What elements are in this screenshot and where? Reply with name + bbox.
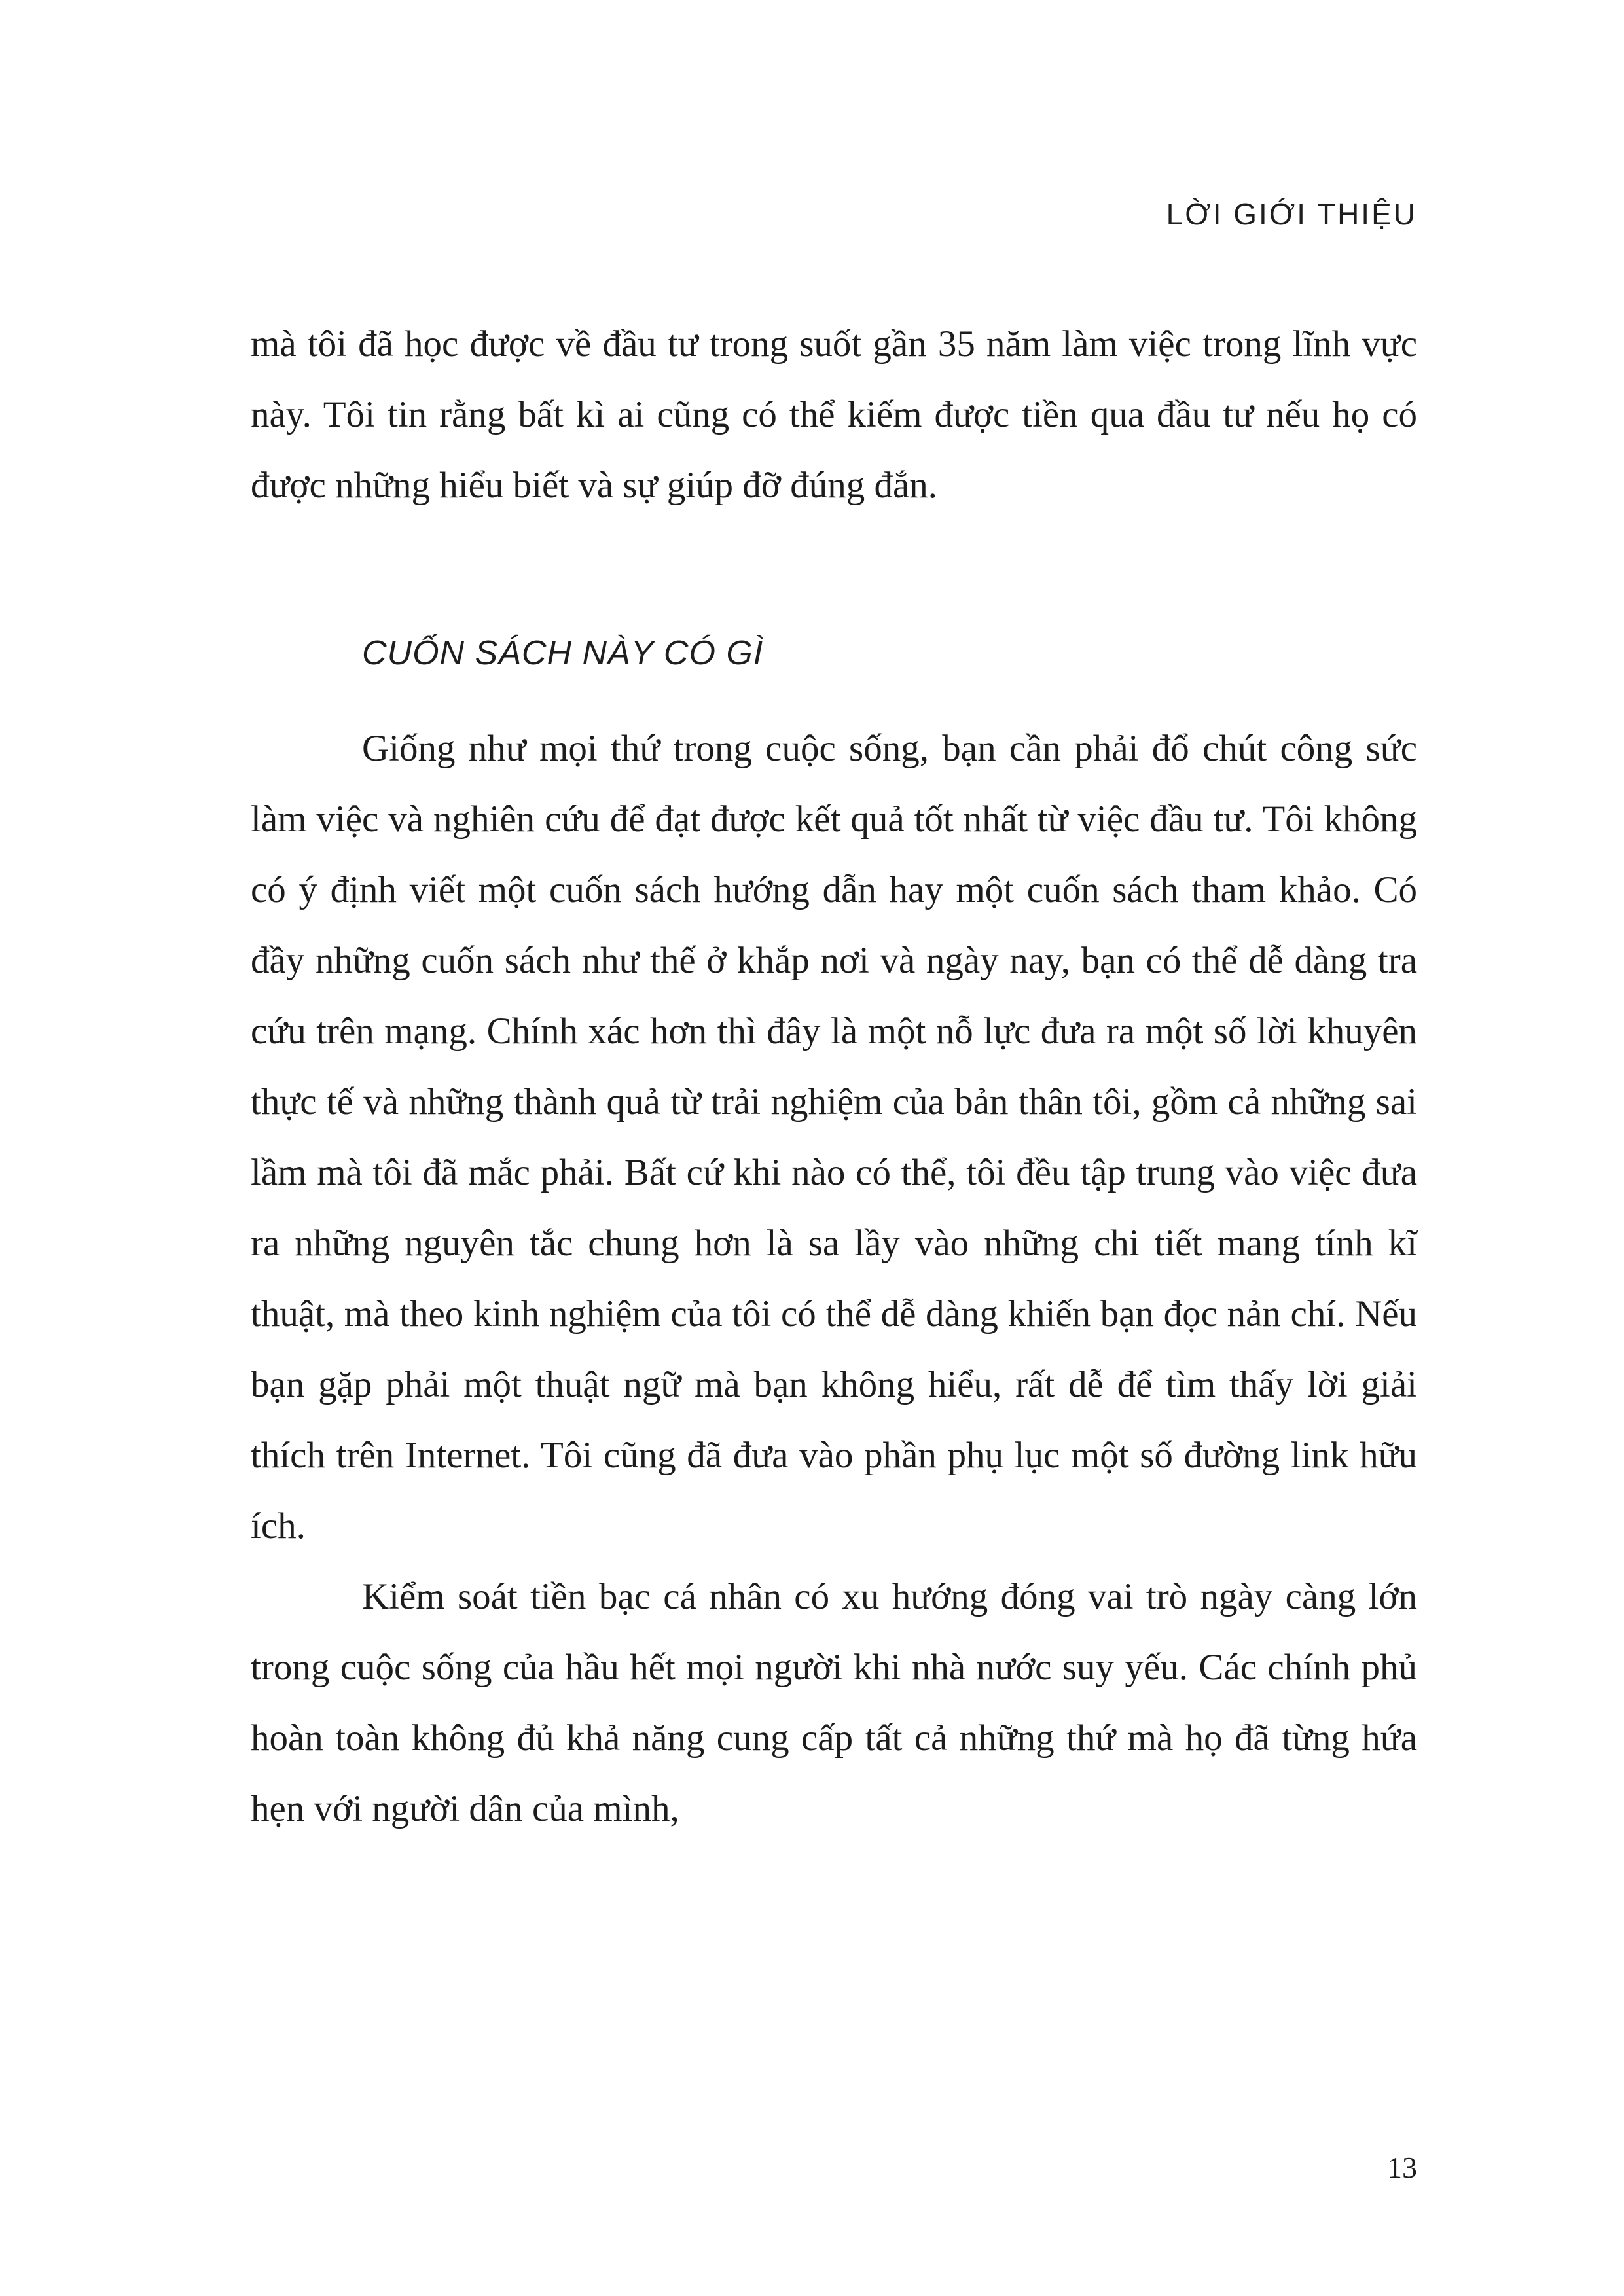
paragraph-closing: Kiểm soát tiền bạc cá nhân có xu hướng đóng vai trò ngày càng lớn trong cuộc sống của hầu hết mọi người khi nhà nước suy yếu. Các chính phủ hoàn toàn không đủ khả năng cung cấp tất cả những thứ mà họ đã từng hứa hẹn với người dân của mình,	[251, 1576, 1417, 1829]
paragraph-body: Giống như mọi thứ trong cuộc sống, bạn cần phải đổ chút công sức làm việc và nghiên cứu để đạt được kết quả tốt nhất từ việc đầu tư. Tôi không có ý định viết một cuốn sách hướng dẫn hay một cuốn sách tham khảo. Có đầy những cuốn sách như thế ở khắp nơi và ngày nay, bạn có thể dễ dàng tra cứu trên mạng. Chính xác hơn thì đây là một nỗ lực đưa ra một số lời khuyên thực tế và những thành quả từ trải nghiệm của bản thân tôi, gồm cả những sai lầm mà tôi đã mắc phải. Bất cứ khi nào có thể, tôi đều tập trung vào việc đưa ra những nguyên tắc chung hơn là sa lầy vào những chi tiết mang tính kĩ thuật, mà theo kinh nghiệm của tôi có thể dễ dàng khiến bạn đọc nản chí. Nếu bạn gặp phải một thuật ngữ mà bạn không hiểu, rất dễ để tìm thấy lời giải thích trên Internet. Tôi cũng đã đưa vào phần phụ lục một số đường link hữu ích.	[251, 728, 1417, 1547]
book-page	[251, 196, 1417, 1844]
page-number: 13	[1387, 2151, 1417, 2184]
paragraph-intro: mà tôi đã học được về đầu tư trong suốt gần 35 năm làm việc trong lĩnh vực này. Tôi tin rằng bất kì ai cũng có thể kiếm được tiền qua đầu tư nếu họ có được những hiểu biết và sự giúp đỡ đúng đắn.	[251, 323, 1417, 506]
section-heading: CUỐN SÁCH NÀY CÓ GÌ	[362, 634, 764, 672]
running-header: LỜI GIỚI THIỆU	[1166, 197, 1417, 231]
